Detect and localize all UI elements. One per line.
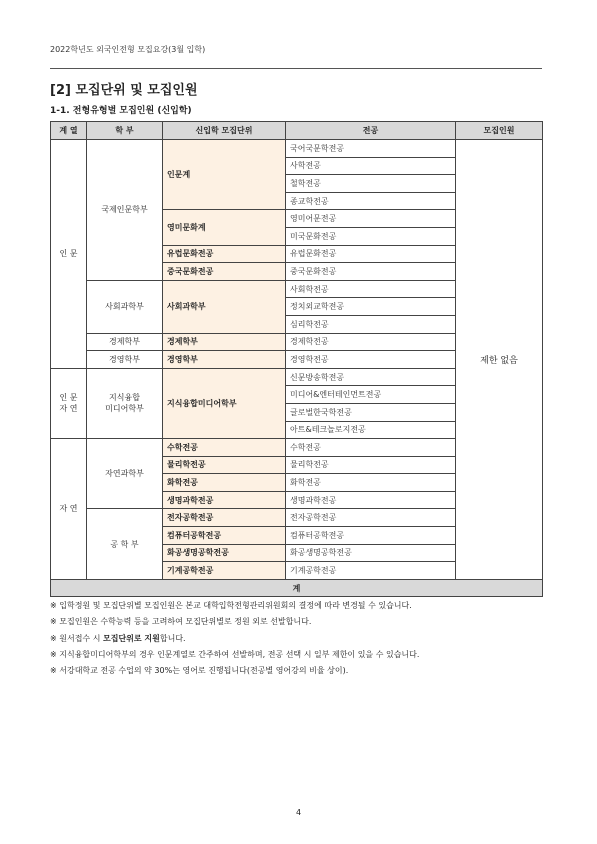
admission-quota-table [50, 121, 543, 597]
major-cell: 철학전공 [286, 175, 456, 193]
major-cell: 신문방송학전공 [286, 368, 456, 386]
total-row [51, 579, 543, 597]
header-unit: 신입학 모집단위 [163, 122, 286, 140]
major-cell: 화학전공 [286, 474, 456, 492]
unit-electronic: 전자공학전공 [163, 509, 286, 527]
faculty-business: 경영학부 [87, 351, 163, 369]
major-cell: 중국문화전공 [286, 263, 456, 281]
unit-social-science: 사회과학부 [163, 280, 286, 333]
major-cell: 경영학전공 [286, 351, 456, 369]
major-cell: 국어국문학전공 [286, 140, 456, 158]
unit-european-culture: 유럽문화전공 [163, 245, 286, 263]
major-cell: 화공생명공학전공 [286, 544, 456, 562]
major-cell: 미국문화전공 [286, 227, 456, 245]
unit-chemistry: 화학전공 [163, 474, 286, 492]
major-cell: 유럽문화전공 [286, 245, 456, 263]
faculty-intl-humanities: 국제인문학부 [87, 140, 163, 281]
header-quota: 모집인원 [456, 122, 543, 140]
section-title: [2] 모집단위 및 모집인원 [50, 83, 198, 98]
major-cell: 사회학전공 [286, 280, 456, 298]
major-cell: 기계공학전공 [286, 562, 456, 580]
faculty-economics: 경제학부 [87, 333, 163, 351]
header-track: 계 열 [51, 122, 87, 140]
major-cell: 전자공학전공 [286, 509, 456, 527]
major-cell: 사학전공 [286, 157, 456, 175]
group-humanities: 인 문 [51, 140, 87, 369]
major-cell: 영미어문전공 [286, 210, 456, 228]
subsection-title: 1-1. 전형유형별 모집인원 (신입학) [50, 106, 192, 116]
unit-knowledge-media: 지식융합미디어학부 [163, 368, 286, 438]
group-convergence: 인 문 자 연 [51, 368, 87, 438]
major-cell: 아트&테크놀로지전공 [286, 421, 456, 439]
unit-math: 수학전공 [163, 439, 286, 457]
notes-list [50, 598, 550, 679]
faculty-social-science: 사회과학부 [87, 280, 163, 333]
page-number: 4 [295, 808, 302, 817]
table-header-row [51, 122, 543, 140]
unit-life-science: 생명과학전공 [163, 491, 286, 509]
note-text: 합니다. [159, 633, 186, 643]
major-cell: 미디어&엔터테인먼트전공 [286, 386, 456, 404]
major-cell: 종교학전공 [286, 192, 456, 210]
major-cell: 경제학전공 [286, 333, 456, 351]
note-text: ※ 원서접수 시 [50, 633, 103, 643]
major-cell: 글로벌한국학전공 [286, 403, 456, 421]
quota-cell: 제한 없음 [456, 140, 543, 580]
note-item [50, 631, 550, 647]
faculty-knowledge-convergence: 지식융합 미디어학부 [87, 368, 163, 438]
unit-mechanical: 기계공학전공 [163, 562, 286, 580]
unit-english-culture: 영미문화계 [163, 210, 286, 245]
major-cell: 물리학전공 [286, 456, 456, 474]
unit-economics: 경제학부 [163, 333, 286, 351]
major-cell: 컴퓨터공학전공 [286, 527, 456, 545]
major-cell: 심리학전공 [286, 315, 456, 333]
major-cell: 생명과학전공 [286, 491, 456, 509]
major-cell: 수학전공 [286, 439, 456, 457]
unit-chem-bio-eng: 화공생명공학전공 [163, 544, 286, 562]
group-natural: 자 연 [51, 439, 87, 580]
header-faculty: 학 부 [87, 122, 163, 140]
faculty-natural-science: 자연과학부 [87, 439, 163, 509]
note-emphasis: 모집단위로 지원 [102, 633, 160, 643]
total-label: 계 [51, 579, 543, 597]
unit-humanities: 인문계 [163, 140, 286, 210]
unit-business: 경영학부 [163, 351, 286, 369]
faculty-engineering: 공 학 부 [87, 509, 163, 579]
unit-physics: 물리학전공 [163, 456, 286, 474]
header-divider [50, 68, 542, 69]
major-cell: 정치외교학전공 [286, 298, 456, 316]
unit-chinese-culture: 중국문화전공 [163, 263, 286, 281]
table-row [51, 140, 543, 158]
header-major: 전공 [286, 122, 456, 140]
note-item: ※ 지식융합미디어학부의 경우 인문계열로 간주하여 선발하며, 전공 선택 시 일부 제한이 있을 수 있습니다. [50, 649, 420, 659]
note-item: ※ 입학정원 및 모집단위별 모집인원은 본교 대학입학전형관리위원회의 결정에 따라 변경될 수 있습니다. [50, 601, 412, 610]
note-item: ※ 모집인원은 수학능력 등을 고려하여 모집단위별로 정원 외로 선발합니다. [50, 617, 312, 627]
unit-computer: 컴퓨터공학전공 [163, 527, 286, 545]
note-item: ※ 서강대학교 전공 수업의 약 30%는 영어로 진행됩니다(전공별 영어강의 비율 상이). [50, 666, 349, 676]
document-header: 2022학년도 외국인전형 모집요강(3월 입학) [50, 45, 206, 54]
